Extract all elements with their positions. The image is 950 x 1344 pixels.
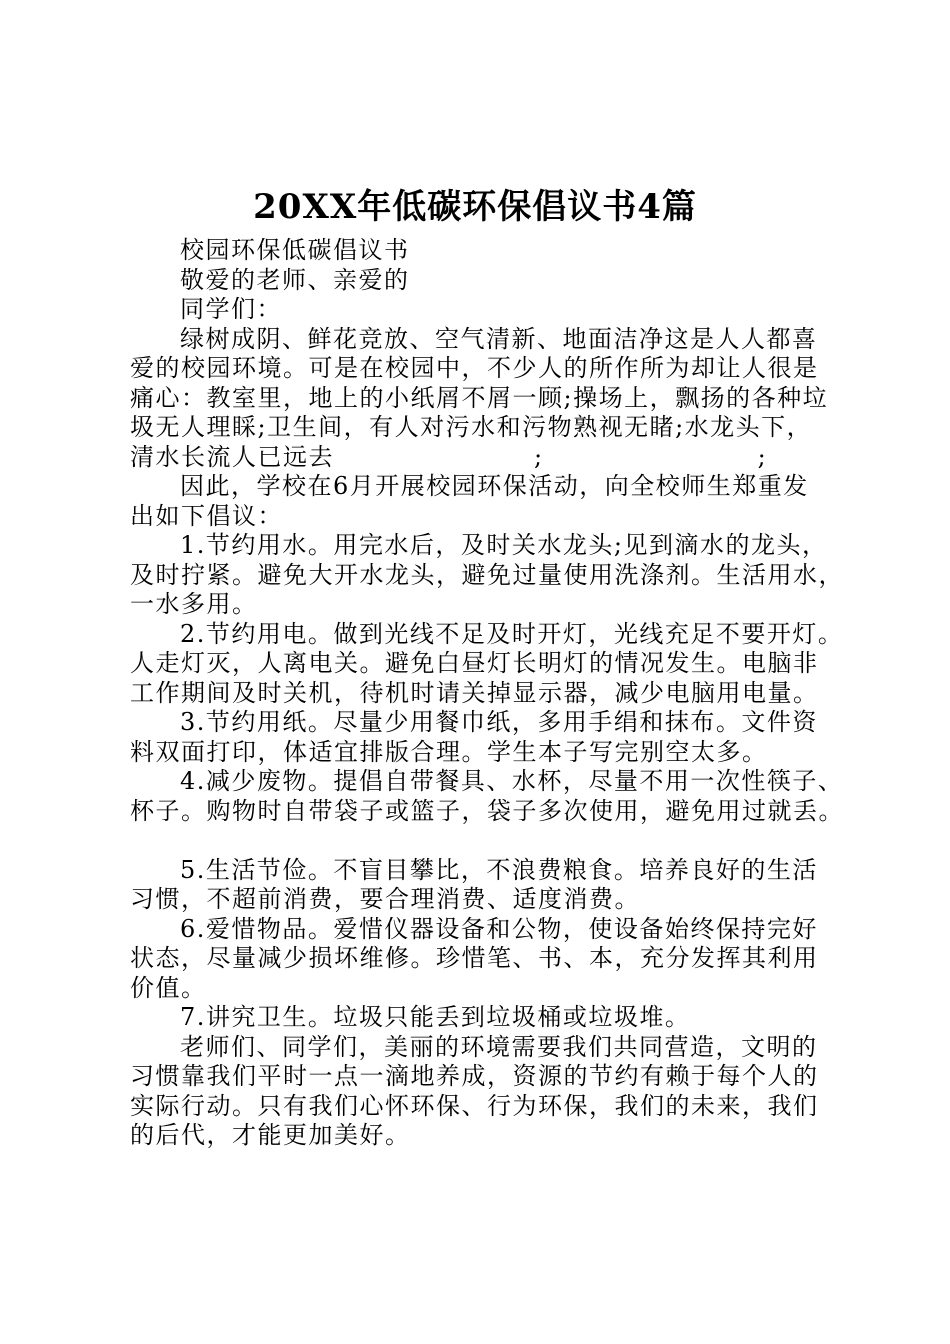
item-line: 工作期间及时关机，待机时请关掉显示器，减少电脑用电量。 (130, 678, 819, 707)
document-title: 20XX年低碳环保倡议书4篇 (253, 187, 697, 227)
item-line: 状态，尽量减少损坏维修。珍惜笔、书、本，充分发挥其利用 (130, 944, 819, 972)
paragraph-line: 因此，学校在6月开展校园环保活动，向全校师生郑重发 (180, 472, 809, 500)
item-line: 7.讲究卫生。垃圾只能丢到垃圾桶或垃圾堆。 (180, 1003, 691, 1031)
proposal-item-7 (130, 1003, 842, 1033)
paragraph-line: 实际行动。只有我们心怀环保、行为环保，我们的未来，我们 (130, 1091, 819, 1120)
proposal-heading: 校园环保低碳倡议书 (180, 236, 410, 264)
paragraph-line: 痛心：教室里，地上的小纸屑不屑一顾;操场上，飘扬的各种垃 (130, 383, 829, 412)
proposal-item-3 (130, 708, 842, 767)
paragraph-closing (130, 1033, 842, 1151)
paragraph-line: 爱的校园环境。可是在校园中，不少人的所作所为却让人很是 (130, 354, 819, 382)
paragraph-line: 圾无人理睬;卫生间，有人对污水和污物熟视无睹;水龙头下， (130, 413, 813, 441)
paragraph-line: 出如下倡议： (130, 501, 283, 530)
proposal-item-1 (130, 531, 842, 620)
separator-mark: ; (534, 442, 544, 471)
paragraph-transition (130, 472, 842, 531)
salutation-line-2: 同学们： (180, 295, 282, 323)
item-line: 1.节约用水。用完水后，及时关水龙头;见到滴水的龙头， (180, 531, 828, 559)
item-line: 人走灯灭，人离电关。避免白昼灯长明灯的情况发生。电脑非 (130, 649, 819, 677)
item-line: 5.生活节俭。不盲目攀比，不浪费粮食。培养良好的生活 (180, 855, 818, 884)
blank-line (130, 826, 842, 856)
proposal-item-5 (130, 856, 842, 915)
proposal-item-2 (130, 620, 842, 709)
item-line: 杯子。购物时自带袋子或篮子，袋子多次使用，避免用过就丢。 (130, 796, 844, 825)
item-line: 4.减少废物。提倡自带餐具、水杯，尽量不用一次性筷子、 (180, 767, 844, 795)
item-line: 价值。 (130, 973, 207, 1002)
separator-mark: ; (757, 442, 768, 471)
proposal-item-4 (130, 767, 842, 826)
document-body (130, 236, 842, 1151)
item-line: 6.爱惜物品。爱惜仪器设备和公物，使设备始终保持完好 (180, 914, 818, 943)
paragraph-line: 的后代，才能更加美好。 (130, 1121, 411, 1149)
salutation-line-1: 敬爱的老师、亲爱的 (180, 265, 410, 294)
paragraph-line: 绿树成阴、鲜花竞放、空气清新、地面洁净这是人人都喜 (180, 324, 818, 353)
item-line: 料双面打印，体适宜排版合理。学生本子写完别空太多。 (130, 737, 768, 766)
paragraph-line: 老师们、同学们，美丽的环境需要我们共同营造，文明的 (180, 1032, 818, 1061)
item-line: 3.节约用纸。尽量少用餐巾纸，多用手绢和抹布。文件资 (180, 708, 818, 736)
paragraph-line: 习惯靠我们平时一点一滴地养成，资源的节约有赖于每个人的 (130, 1062, 819, 1090)
proposal-item-6 (130, 915, 842, 1004)
item-line: 一水多用。 (130, 590, 258, 618)
paragraph-line (130, 443, 842, 473)
item-line: 2.节约用电。做到光线不足及时开灯，光线充足不要开灯。 (180, 619, 844, 648)
item-line: 习惯，不超前消费，要合理消费、适度消费。 (130, 885, 640, 913)
item-line: 及时拧紧。避免大开水龙头，避免过量使用洗涤剂。生活用水， (130, 560, 844, 589)
paragraph-intro (130, 325, 842, 473)
paragraph-text: 清水长流人已远去 (130, 442, 334, 471)
